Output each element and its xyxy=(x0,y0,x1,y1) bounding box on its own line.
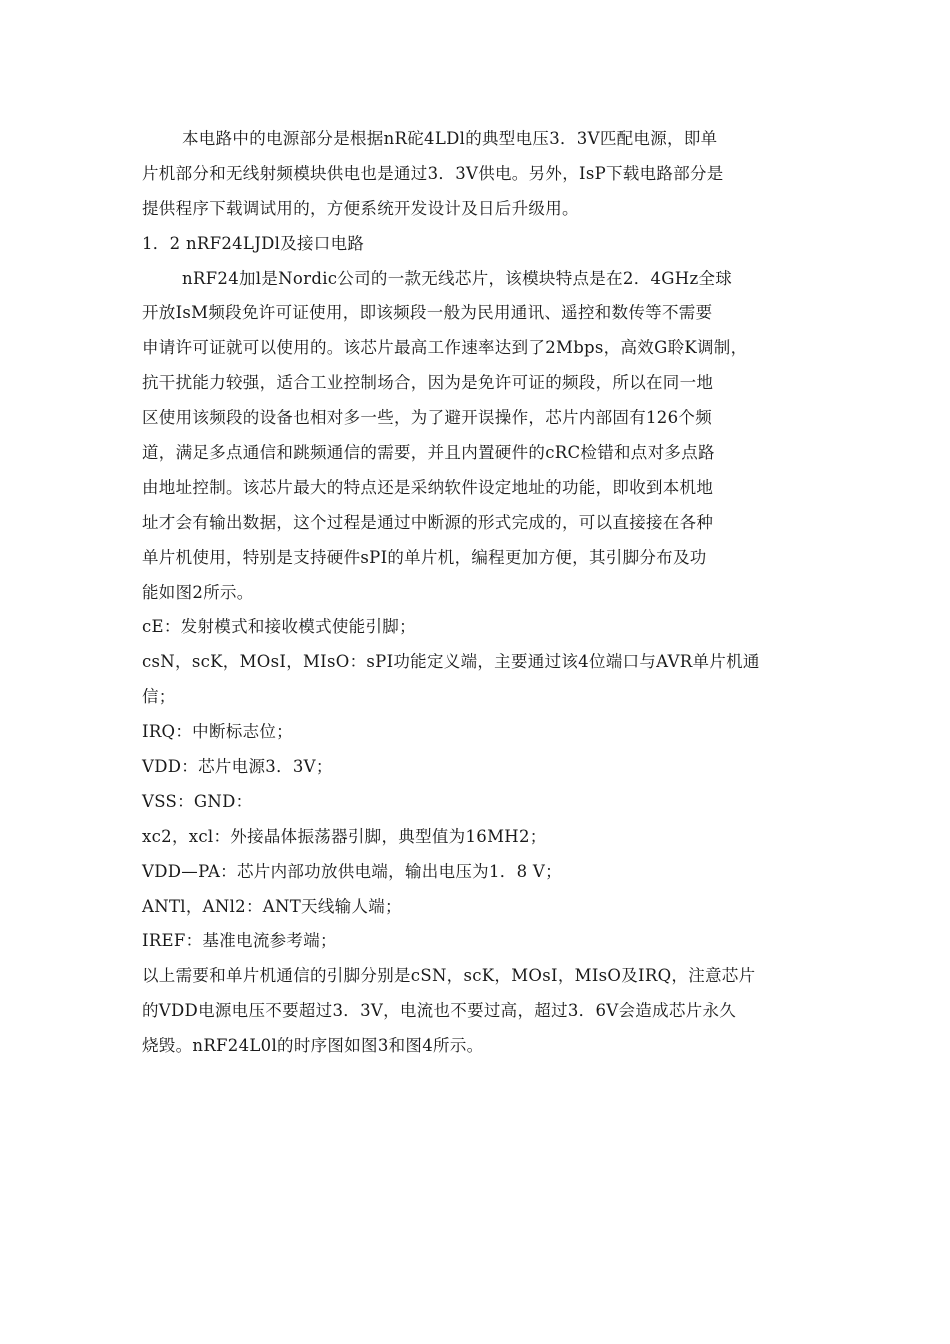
pin-description: 信； xyxy=(142,687,176,707)
text-line: 以上需要和单片机通信的引脚分别是cSN，scK，MOsI，MIsO及IRQ，注意芯片 xyxy=(142,966,756,986)
text-line: 提供程序下载调试用的，方便系统开发设计及日后升级用。 xyxy=(142,198,579,218)
pin-description: VSS：GND： xyxy=(142,791,253,811)
document-page xyxy=(142,122,814,1064)
text-line: 址才会有输出数据，这个过程是通过中断源的形式完成的，可以直接接在各种 xyxy=(142,512,714,532)
pin-description: xc2，xcl：外接晶体振荡器引脚，典型值为16MH2； xyxy=(142,826,547,846)
text-line: 片机部分和无线射频模块供电也是通过3．3V供电。另外，IsP下载电路部分是 xyxy=(142,163,724,183)
text-line: 开放IsM频段免许可证使用，即该频段一般为民用通讯、遥控和数传等不需要 xyxy=(142,303,713,323)
pin-description: VDD—PA：芯片内部功放供电端，输出电压为1．8 V； xyxy=(142,861,562,881)
pin-description: IRQ：中断标志位； xyxy=(142,722,293,742)
text-line: 烧毁。nRF24L0l的时序图如图3和图4所示。 xyxy=(142,1036,484,1056)
text-line: 由地址控制。该芯片最大的特点还是采纳软件设定地址的功能，即收到本机地 xyxy=(142,477,714,497)
pin-description: VDD：芯片电源3．3V； xyxy=(142,757,333,777)
text-line: 单片机使用，特别是支持硬件sPI的单片机，编程更加方便，其引脚分布及功 xyxy=(142,547,707,567)
pin-description: cE：发射模式和接收模式使能引脚； xyxy=(142,617,416,637)
text-line: 申请许可证就可以使用的。该芯片最高工作速率达到了2Mbps，高效G聆K调制， xyxy=(142,338,748,358)
pin-description: csN，scK，MOsI，MIsO：sPI功能定义端，主要通过该4位端口与AVR单片机通 xyxy=(142,652,760,672)
text-line: 的VDD电源电压不要超过3．3V，电流也不要过高，超过3．6V会造成芯片永久 xyxy=(142,1001,737,1021)
pin-description: ANTl，ANl2：ANT天线输人端； xyxy=(142,896,402,916)
text-line: 道，满足多点通信和跳频通信的需要，并且内置硬件的cRC检错和点对多点路 xyxy=(142,443,715,463)
text-line: 能如图2所示。 xyxy=(142,582,254,602)
section-heading: 1．2 nRF24LJDl及接口电路 xyxy=(142,233,365,253)
text-line: 本电路中的电源部分是根据nR砣4LDl的典型电压3．3V匹配电源，即单 xyxy=(182,129,718,148)
text-line: 区使用该频段的设备也相对多一些，为了避开误操作，芯片内部固有126个频 xyxy=(142,408,712,428)
text-line: 抗干扰能力较强，适合工业控制场合，因为是免许可证的频段，所以在同一地 xyxy=(142,373,714,393)
pin-description: IREF：基准电流参考端； xyxy=(142,931,337,951)
text-line: nRF24加l是Nordic公司的一款无线芯片，该模块特点是在2．4GHz全球 xyxy=(182,268,733,288)
